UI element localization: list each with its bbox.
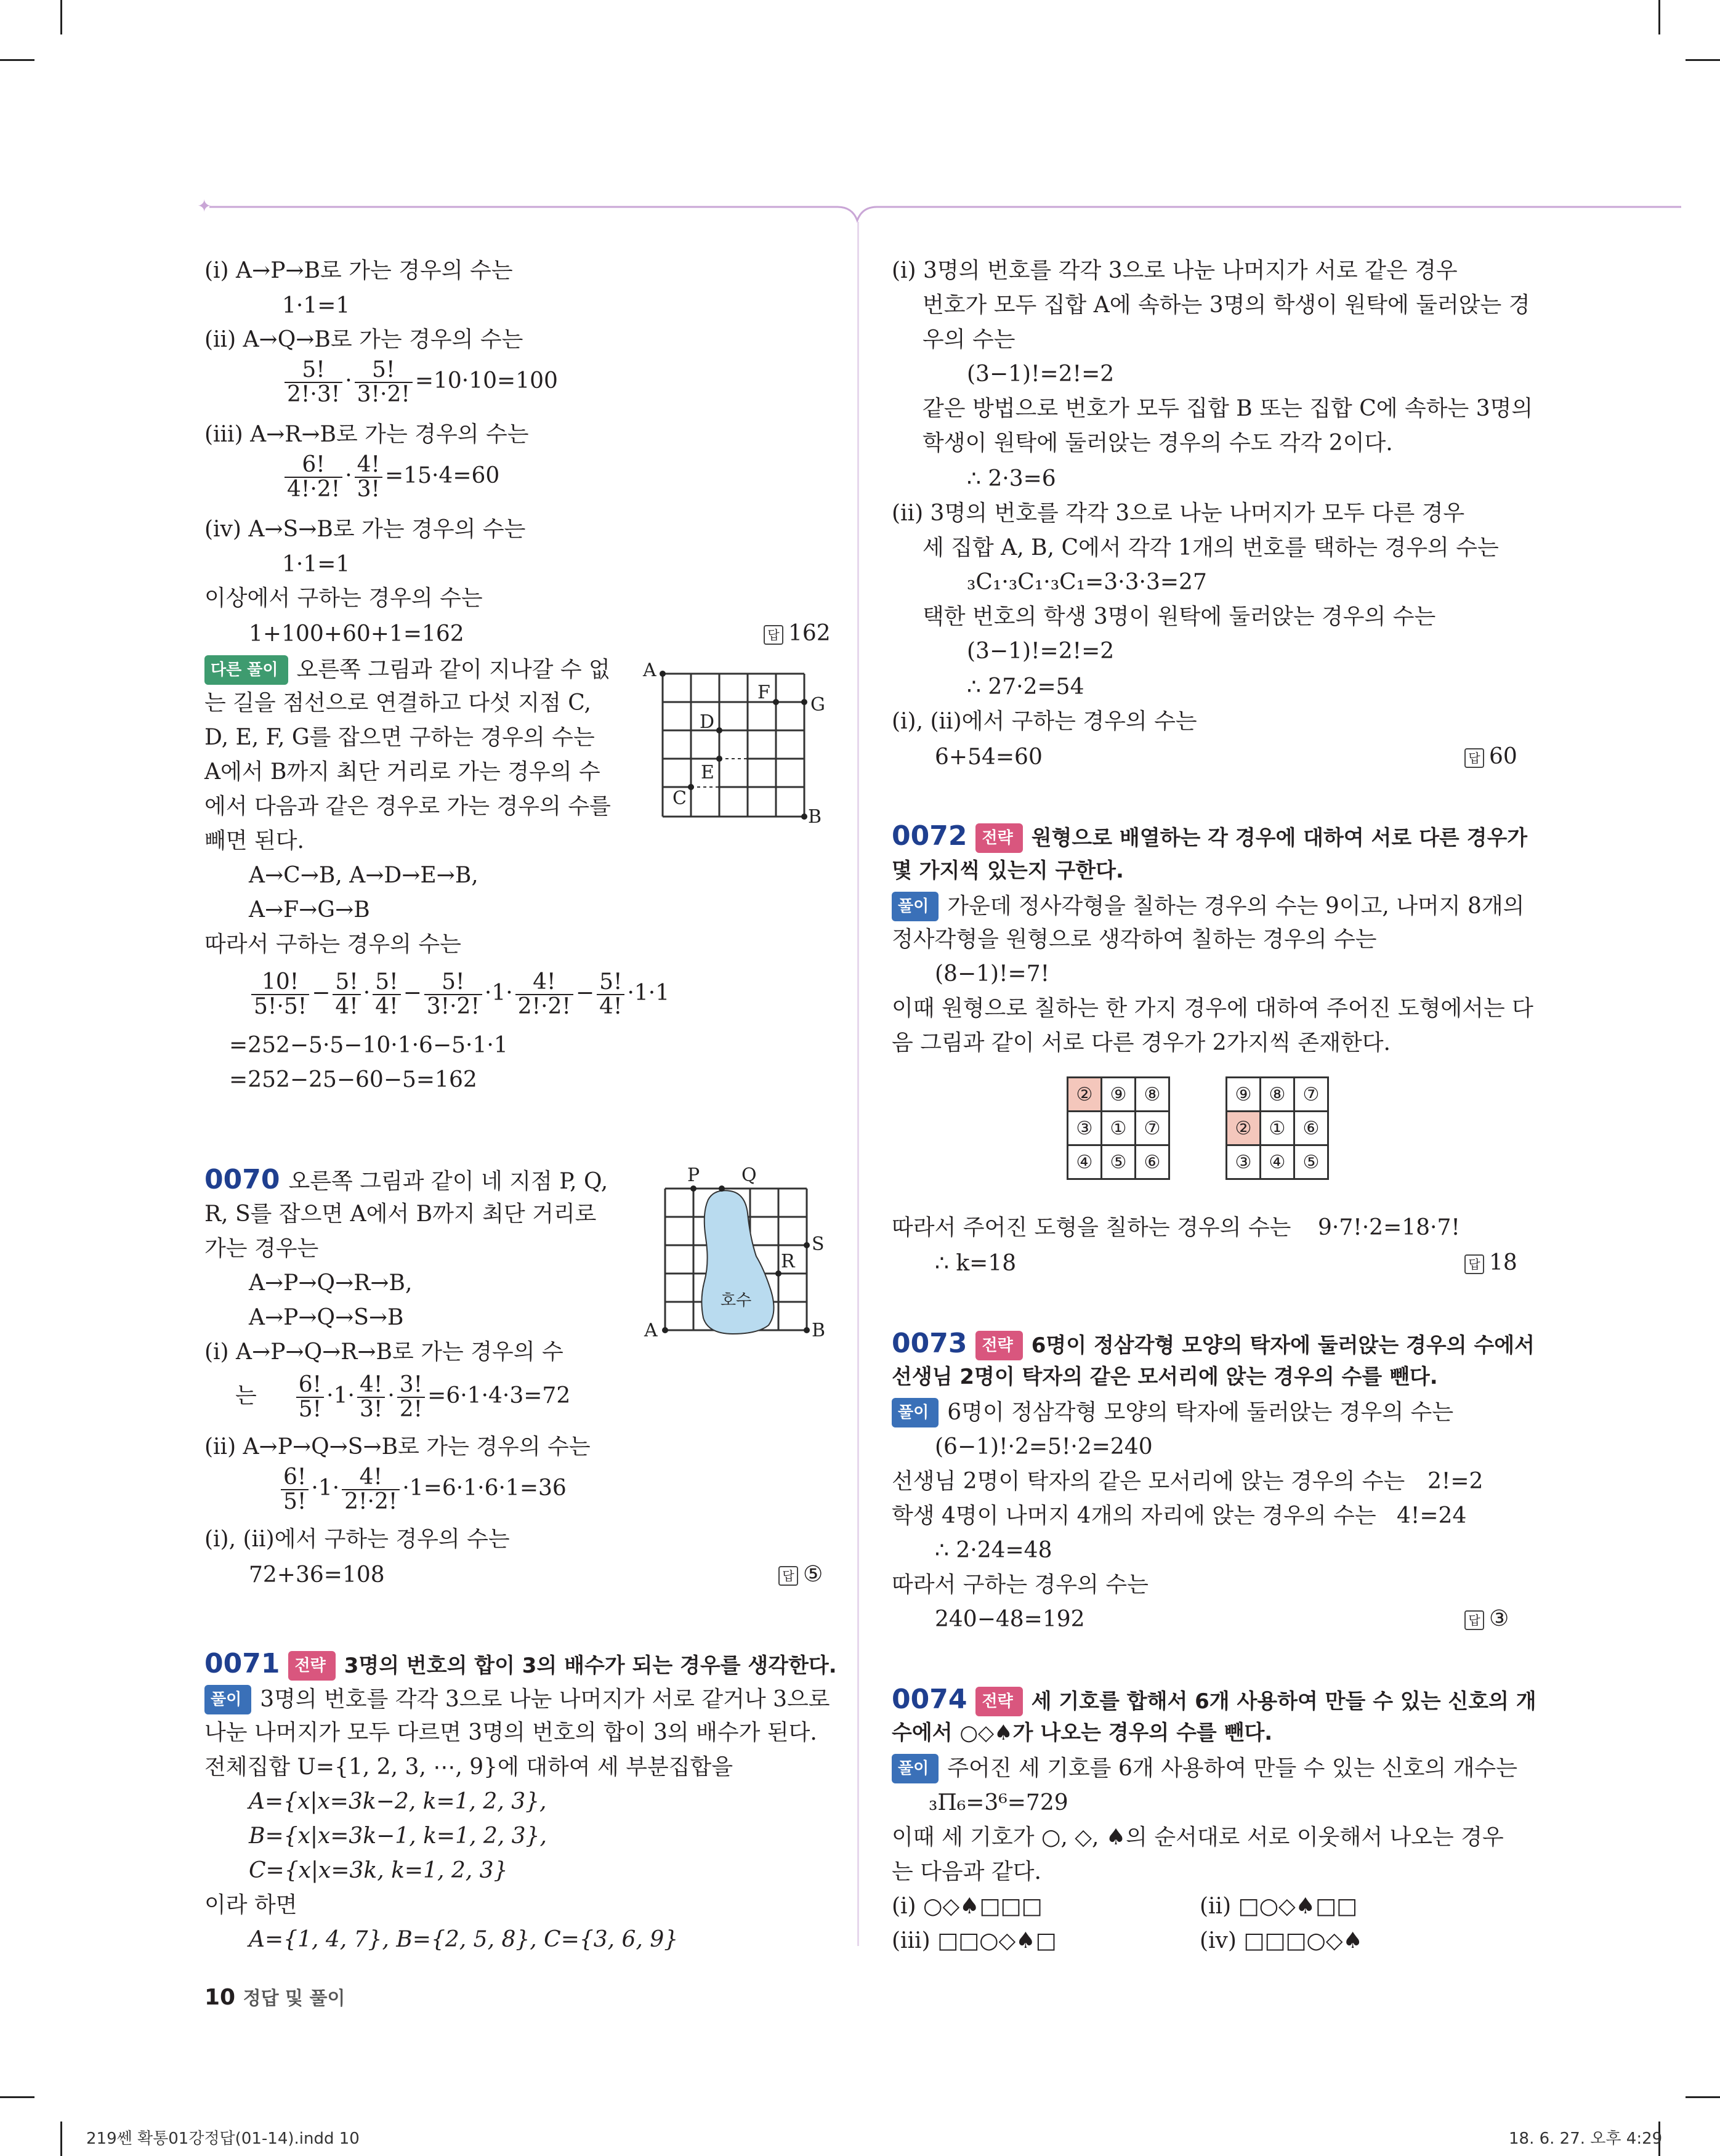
problem-0070-title: 0070 오른쪽 그림과 같이 네 지점 P, Q, [204,1164,608,1195]
svg-text:G: G [810,694,825,716]
formula: (8−1)!=7! [935,961,1050,987]
case-2: (ⅱ) A→P→Q→S→B로 가는 경우의 수는 [204,1434,591,1460]
text: 정사각형을 원형으로 생각하여 칠하는 경우의 수는 [892,927,1377,952]
problem-0072-title: 0072 전략 원형으로 배열하는 각 경우에 대하여 서로 다른 경우가 [892,820,1528,852]
svg-text:A: A [644,1320,658,1341]
calc-line: =252−25−60−5=162 [229,1067,477,1092]
case-1-formula: 는 $\frac{6!}{5!}$ ·1· $\frac{4!}{3!}$ · $\frac{3!}{2!}$ =6·1·4·3=72 [235,1372,571,1422]
text: 따라서 구하는 경우의 수는 [892,1572,1149,1597]
case-1-value: 1·1=1 [282,293,350,318]
text: 는 다음과 같다. [892,1859,1041,1884]
case-list: (ⅱ) □○◇♠□□ [1200,1894,1357,1919]
formula: 2!=2 [1427,1469,1484,1494]
answer-0069: 답 162 [764,621,831,646]
case-2-formula: $\frac{6!}{5!}$ ·1· $\frac{4!}{2!\cdot 2!}$ ·1=6·1·6·1=36 [278,1466,567,1514]
strategy-text: 선생님 2명이 탁자의 같은 모서리에 앉는 경우의 수를 뺀다. [892,1365,1438,1389]
case-3: (ⅲ) A→R→B로 가는 경우의 수는 [204,422,529,447]
grid-cell: ⑤ [1294,1145,1328,1179]
grid-cell: ② [1068,1078,1102,1112]
answer-icon: 답 [778,1566,798,1586]
problem-text: 가는 경우는 [204,1236,319,1261]
strategy-text: 몇 가지씩 있는지 구한다. [892,858,1124,883]
svg-text:S: S [812,1233,825,1255]
svg-text:D: D [700,711,715,733]
formula: 9·7!·2=18·7! [1318,1215,1460,1240]
alt-text: 빼면 된다. [204,828,304,854]
case-3-formula: $\frac{6!}{4!\cdot 2!}$ · $\frac{4!}{3!}$ =15·4=60 [282,453,499,501]
case-list: (ⅲ) □□○◇♠□ [892,1928,1057,1953]
formula: 4!=24 [1397,1503,1467,1528]
grid-cell: ⑧ [1261,1078,1294,1112]
crop-mark [0,59,34,61]
grid-cell: ② [1227,1112,1261,1145]
grid-cell: ① [1102,1112,1136,1145]
case-1: (ⅰ) A→P→Q→R→B로 가는 경우의 수 [204,1339,563,1365]
case-i: (ⅰ) 3명의 번호를 각각 3으로 나눈 나머지가 서로 같은 경우 [892,258,1458,283]
strategy-tag: 전략 [975,1331,1022,1360]
answer-0073: 답 ③ [1464,1606,1509,1631]
coloring-grid-1 [1067,1076,1170,1180]
route-list: A→P→Q→R→B, [249,1270,413,1296]
formula: ₃Π₆=3⁶=729 [929,1790,1068,1815]
text: 음 그림과 같이 서로 다른 경우가 2가지씩 존재한다. [892,1030,1391,1056]
crop-mark [60,0,62,34]
svg-text:Q: Q [741,1165,757,1186]
subtraction-formula: $\frac{10!}{5!\cdot 5!}$ − $\frac{5!}{4!}$ · $\frac{5!}{4!}$ − $\frac{5!}{3!\cdot 2!}$ ·1· $\frac{4!}{2!\cdot 2!}$ − $\frac{5!}{4!}$ ·1·1 [249,971,669,1019]
header-rule [197,196,1687,233]
solution-line: 풀이 주어진 세 기호를 6개 사용하여 만들 수 있는 신호의 개수는 [892,1754,1517,1783]
grid-cell: ⑧ [1136,1078,1169,1112]
grid-cell: ⑦ [1294,1078,1328,1112]
solution-tag: 풀이 [892,1754,939,1783]
solution-text: 나눈 나머지가 모두 다르면 3명의 번호의 합이 3의 배수가 된다. [204,1720,817,1745]
alt-text: D, E, F, G를 잡으면 구하는 경우의 수는 [204,725,595,750]
summary-value: 72+36=108 [249,1562,385,1588]
sum-intro: 이상에서 구하는 경우의 수는 [204,586,483,611]
strategy-tag: 전략 [288,1651,335,1681]
grid-cell: ④ [1068,1145,1102,1179]
problem-text: R, S를 잡으면 A에서 B까지 최단 거리로 [204,1201,597,1227]
formula: (3−1)!=2!=2 [967,639,1115,664]
formula: 240−48=192 [935,1607,1085,1632]
text: 학생이 원탁에 둘러앉는 경우의 수도 각각 2이다. [923,430,1393,456]
formula: ∴ 2·24=48 [935,1538,1052,1563]
problem-0073-title: 0073 전략 6명이 정삼각형 모양의 탁자에 둘러앉는 경우의 수에서 [892,1328,1535,1359]
answer-0071: 답 60 [1464,744,1517,769]
solution-line: 풀이 가운데 정사각형을 칠하는 경우의 수는 9이고, 나머지 8개의 [892,892,1524,921]
page-subtitle: 정답 및 풀이 [243,1988,345,2009]
crop-mark [60,2122,62,2156]
grid-cell: ④ [1261,1145,1294,1179]
crop-mark [1658,0,1660,34]
formula: ∴ 27·2=54 [967,674,1084,700]
svg-text:P: P [687,1165,700,1186]
crop-mark [1686,59,1720,61]
solution-text: 이라 하면 [204,1892,297,1918]
text: 택한 번호의 학생 3명이 원탁에 둘러앉는 경우의 수는 [923,604,1436,629]
svg-text:✦: ✦ [197,196,212,216]
set-A-def: A={x|x=3k−2, k=1, 2, 3}, [249,1789,547,1814]
answer-icon: 답 [1464,1610,1484,1630]
text: 번호가 모두 집합 A에 속하는 3명의 학생이 원탁에 둘러앉는 경 [923,293,1530,318]
strategy-tag: 전략 [975,1687,1022,1716]
answer-icon: 답 [1464,748,1484,768]
alt-text: 는 길을 점선으로 연결하고 다섯 지점 C, [204,690,592,716]
set-C-def: C={x|x=3k, k=1, 2, 3} [249,1858,508,1883]
grid-cell: ① [1261,1112,1294,1145]
problem-0074-title: 0074 전략 세 기호를 합해서 6개 사용하여 만들 수 있는 신호의 개 [892,1684,1536,1715]
solution-text: 전체집합 U={1, 2, 3, ⋯, 9}에 대하여 세 부분집합을 [204,1754,733,1780]
text: 선생님 2명이 탁자의 같은 모서리에 앉는 경우의 수는 [892,1469,1405,1494]
formula: (6−1)!·2=5!·2=240 [935,1434,1153,1460]
page-footer [204,1983,345,2010]
solution-line: 풀이 3명의 번호를 각각 3으로 나눈 나머지가 서로 같거나 3으로 [204,1685,830,1714]
solution-tag: 풀이 [204,1685,251,1714]
svg-text:B: B [808,806,822,828]
sum-value: 1+100+60+1=162 [249,621,464,647]
column-divider [857,222,859,1946]
lake-grid-figure [640,1164,838,1349]
text: 이때 세 기호가 ○, ◇, ♠의 순서대로 서로 이웃해서 나오는 경우 [892,1825,1504,1850]
lake-label: 호수 [721,1291,752,1310]
crop-mark [0,2096,34,2098]
text: 같은 방법으로 번호가 모두 집합 B 또는 집합 C에 속하는 3명의 [923,396,1533,421]
set-B-def: B={x|x=3k−1, k=1, 2, 3}, [249,1823,547,1849]
file-info: 219쎈 확통01강정답(01-14).indd 10 [86,2130,360,2148]
grid-figure-0069 [640,655,838,834]
crop-mark [1686,2096,1720,2098]
alt-text: 에서 다음과 같은 경우로 가는 경우의 수를 [204,794,611,819]
thus-text: 따라서 구하는 경우의 수는 [204,932,461,957]
case-list: (ⅰ) ○◇♠□□□ [892,1894,1043,1919]
text: 따라서 주어진 도형을 칠하는 경우의 수는 [892,1215,1291,1240]
grid-cell: ⑦ [1136,1112,1169,1145]
summary: (ⅰ), (ⅱ)에서 구하는 경우의 수는 [892,709,1197,734]
text: 세 집합 A, B, C에서 각각 1개의 번호를 택하는 경우의 수는 [923,535,1499,560]
svg-text:C: C [672,788,687,809]
case-1: (ⅰ) A→P→B로 가는 경우의 수는 [204,258,513,283]
case-4-value: 1·1=1 [282,552,350,577]
formula: ₃C₁·₃C₁·₃C₁=3·3·3=27 [967,570,1207,595]
sets-values: A={1, 4, 7}, B={2, 5, 8}, C={3, 6, 9} [249,1927,679,1952]
answer-icon: 답 [1464,1254,1484,1274]
grid-cell: ⑤ [1102,1145,1136,1179]
formula: (3−1)!=2!=2 [967,361,1115,387]
route-list: A→F→G→B [249,897,370,923]
strategy-text: 수에서 ○◇♠가 나오는 경우의 수를 뺀다. [892,1721,1273,1745]
case-2-formula: $\frac{5!}{2!\cdot 3!}$ · $\frac{5!}{3!\cdot 2!}$ =10·10=100 [282,358,558,406]
solution-tag: 풀이 [892,892,939,921]
grid-cell: ⑥ [1136,1145,1169,1179]
calc-line: =252−5·5−10·1·6−5·1·1 [229,1033,508,1058]
svg-text:B: B [812,1320,826,1341]
alt-solution-tag: 다른 풀이 [204,655,288,685]
summary-value: 6+54=60 [935,745,1043,770]
grid-cell: ③ [1068,1112,1102,1145]
page-number: 10 [204,1985,243,2010]
summary: (ⅰ), (ⅱ)에서 구하는 경우의 수는 [204,1527,510,1552]
text: 이때 원형으로 칠하는 한 가지 경우에 대하여 주어진 도형에서는 다 [892,996,1533,1021]
formula: ∴ k=18 [935,1251,1017,1276]
svg-text:F: F [757,682,770,703]
case-ii: (ⅱ) 3명의 번호를 각각 3으로 나눈 나머지가 모두 다른 경우 [892,501,1465,526]
route-list: A→P→Q→S→B [249,1305,404,1330]
solution-tag: 풀이 [892,1398,939,1427]
route-list: A→C→B, A→D→E→B, [249,863,478,888]
grid-cell: ⑨ [1102,1078,1136,1112]
strategy-tag: 전략 [975,823,1022,853]
svg-text:A: A [643,660,656,681]
coloring-grid-2 [1225,1076,1329,1180]
solution-line: 풀이 6명이 정삼각형 모양의 탁자에 둘러앉는 경우의 수는 [892,1398,1453,1427]
formula: ∴ 2·3=6 [967,466,1056,491]
grid-cell: ⑥ [1294,1112,1328,1145]
text: 학생 4명이 나머지 4개의 자리에 앉는 경우의 수는 [892,1503,1376,1528]
case-4: (ⅳ) A→S→B로 가는 경우의 수는 [204,517,526,542]
alt-text: A에서 B까지 최단 거리로 가는 경우의 수 [204,759,600,785]
alt-solution-line: 다른 풀이 오른쪽 그림과 같이 지나갈 수 없 [204,655,610,685]
answer-0072: 답 18 [1464,1250,1517,1275]
print-timestamp: 18. 6. 27. 오후 4:29 [1509,2130,1663,2148]
grid-cell: ⑨ [1227,1078,1261,1112]
text: 우의 수는 [923,327,1015,352]
case-list: (ⅳ) □□□○◇♠ [1200,1928,1363,1953]
answer-0070: 답 ⑤ [778,1562,823,1587]
problem-0071-title: 0071 전략 3명의 번호의 합이 3의 배수가 되는 경우를 생각한다. [204,1648,837,1679]
answer-icon: 답 [764,625,783,645]
case-2: (ⅱ) A→Q→B로 가는 경우의 수는 [204,327,523,352]
svg-text:R: R [781,1251,795,1272]
svg-text:E: E [701,762,714,783]
grid-cell: ③ [1227,1145,1261,1179]
